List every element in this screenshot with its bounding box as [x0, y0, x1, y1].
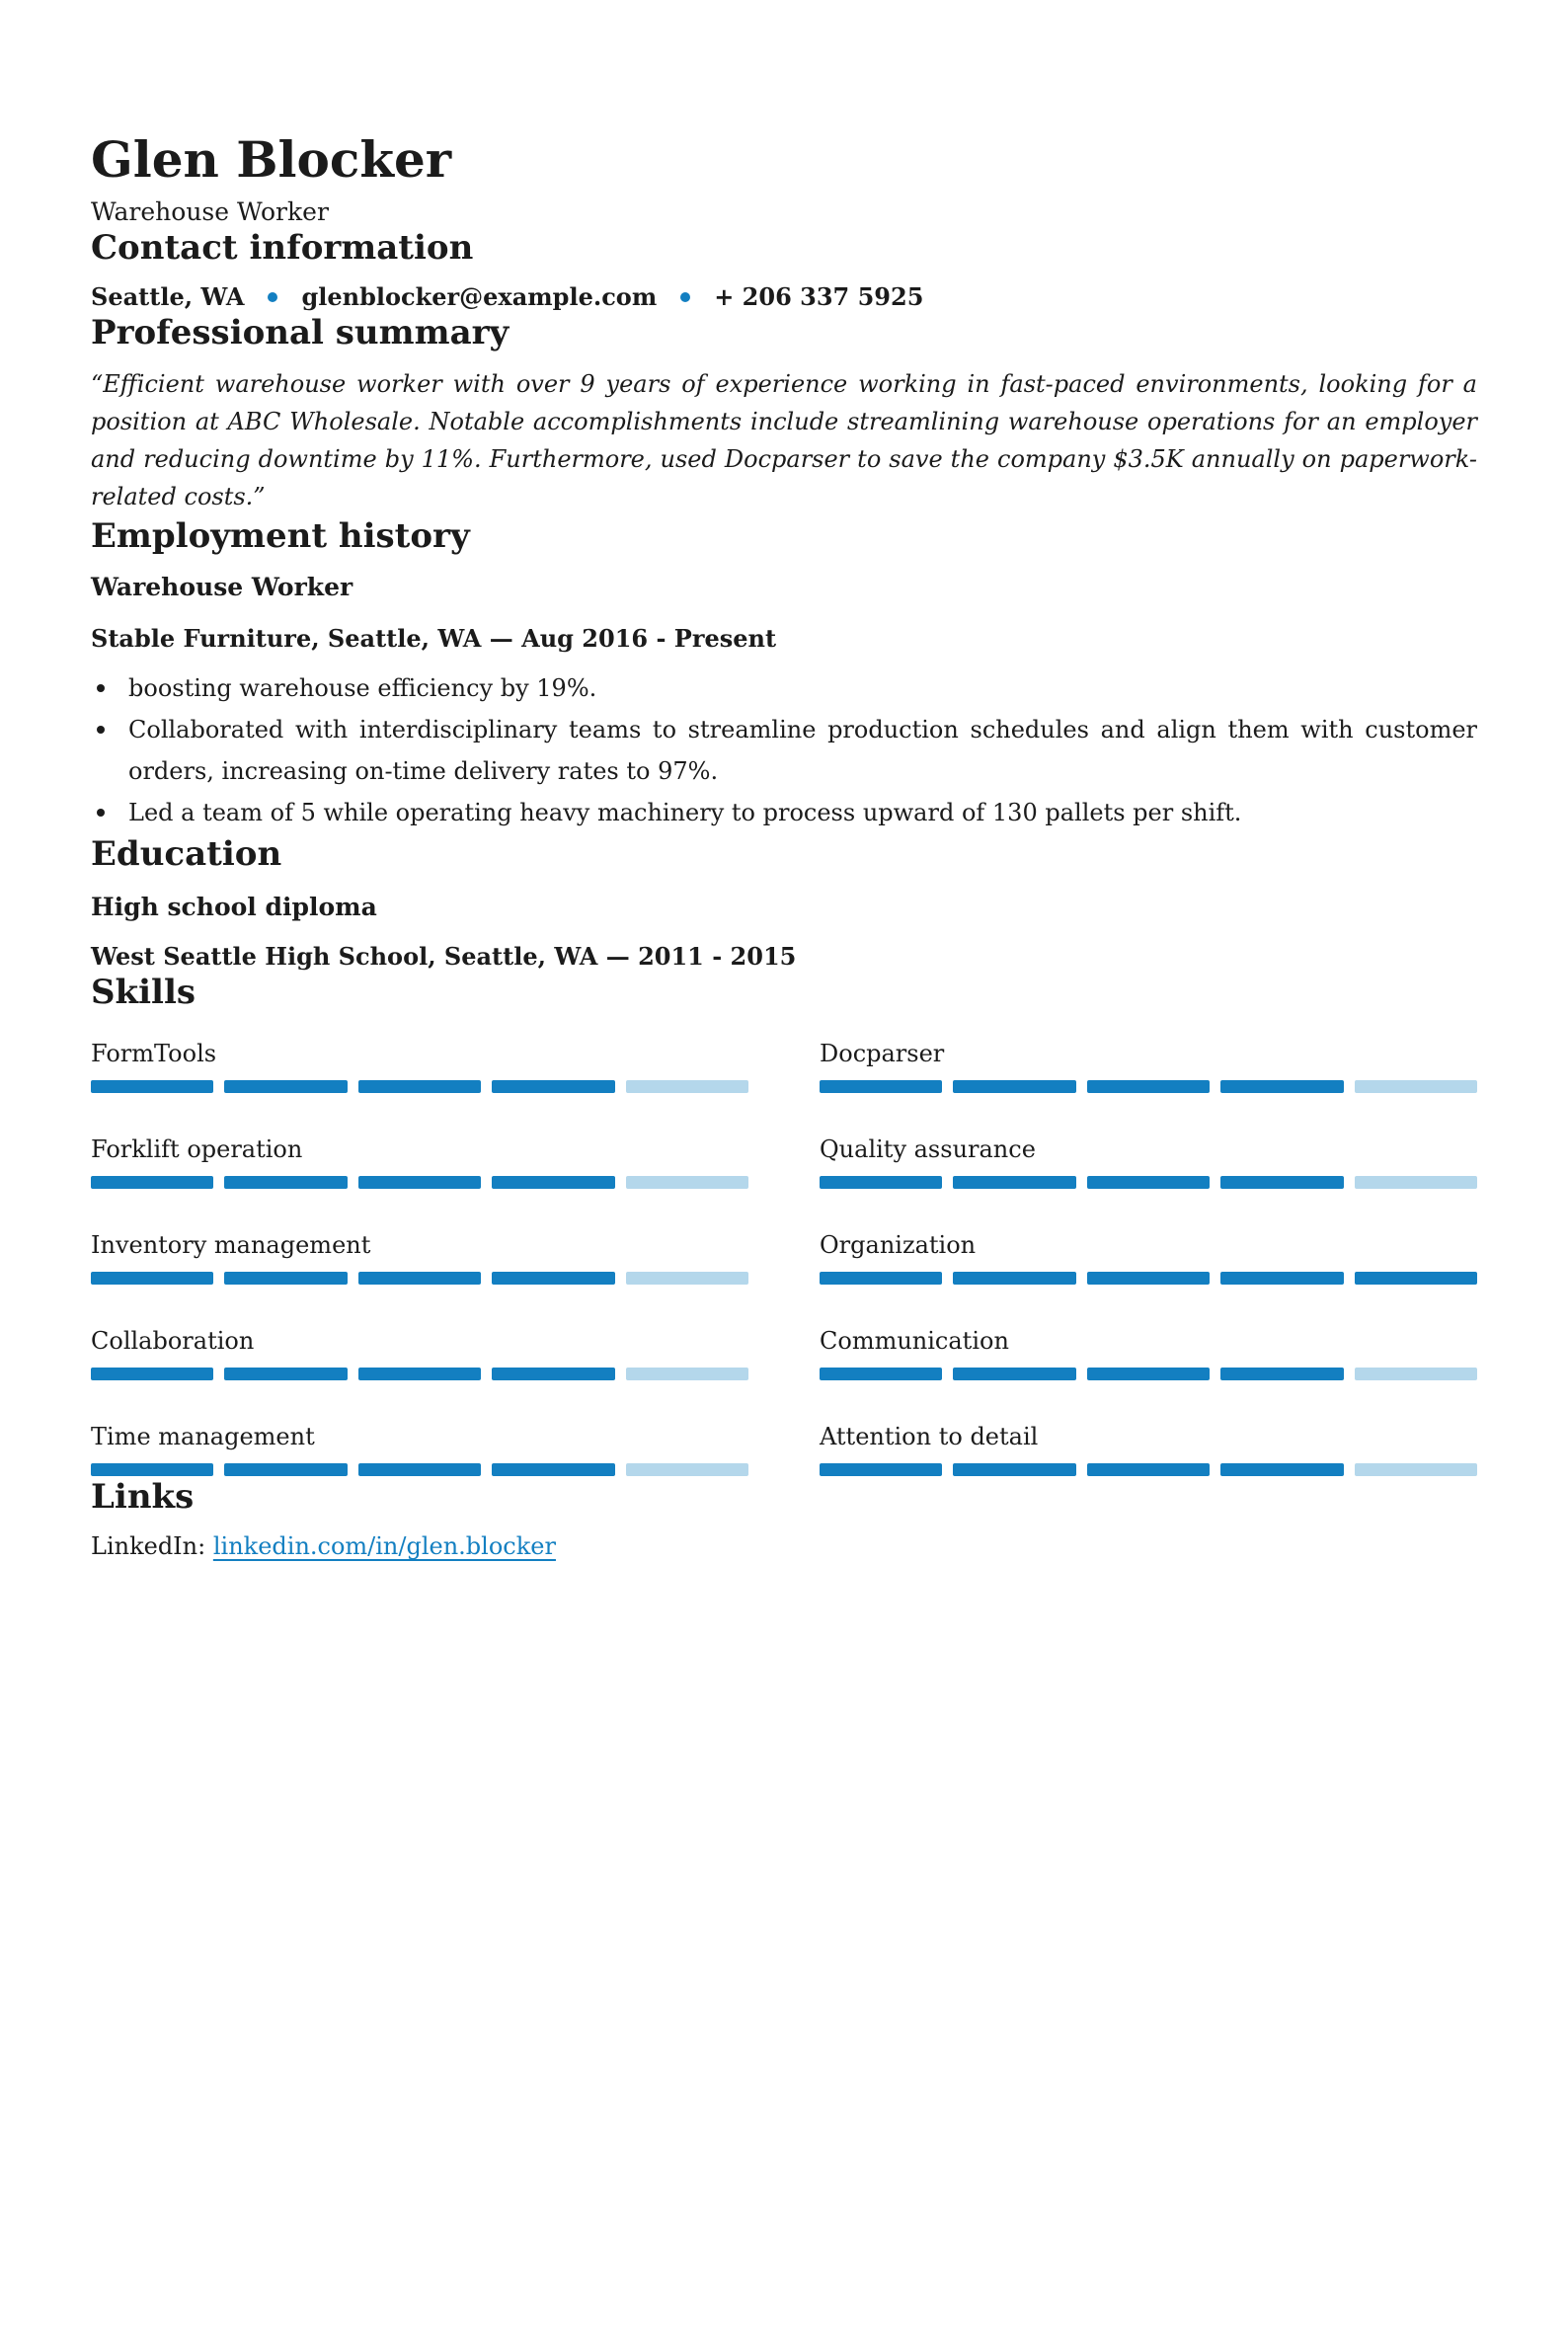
skill-level-segment: [492, 1272, 614, 1285]
skill-level-segment: [820, 1463, 942, 1476]
skill-level-segment: [626, 1176, 748, 1189]
skill-level-segment: [91, 1080, 213, 1093]
skill-level-segment: [820, 1176, 942, 1189]
skill-item: [820, 1326, 1477, 1380]
skill-level-segment: [1355, 1272, 1477, 1285]
contact-item: Seattle, WA: [91, 282, 245, 311]
skill-item: [91, 1039, 748, 1093]
job-bullet-text: Collaborated with interdisciplinary teams to streamline production schedules and align them with customer orders, increasing on-time delivery rates to 97%.: [128, 716, 1477, 785]
skill-level-segment: [224, 1176, 347, 1189]
skill-item: [91, 1326, 748, 1380]
skill-level-segment: [820, 1080, 942, 1093]
section-heading-education: Education: [91, 834, 282, 874]
bullet-separator-icon: [268, 292, 277, 302]
skill-label: Attention to detail: [820, 1423, 1039, 1450]
skill-level-bar: [91, 1080, 748, 1093]
skill-level-segment: [492, 1463, 614, 1476]
skill-level-segment: [91, 1368, 213, 1380]
skill-level-segment: [492, 1368, 614, 1380]
skill-level-bar: [91, 1368, 748, 1380]
skill-level-segment: [1087, 1176, 1210, 1189]
section-heading-skills: Skills: [91, 973, 196, 1012]
skill-level-segment: [953, 1176, 1075, 1189]
skill-item: [820, 1134, 1477, 1189]
summary-text: “Efficient warehouse worker with over 9 years of experience working in fast-paced environments, looking for a position at ABC Wholesale. Notable accomplishments include streamlining warehouse operations for an employer and reducing downtime by 11%. Furthermore, used Docparser to save the company $3.5K annually on paperwork-related costs.”: [91, 370, 1477, 510]
contact-item: + 206 337 5925: [714, 282, 924, 311]
skill-label: Time management: [91, 1423, 315, 1450]
link-label: LinkedIn:: [91, 1532, 213, 1560]
skill-level-segment: [1355, 1080, 1477, 1093]
skill-level-segment: [626, 1272, 748, 1285]
skill-label: FormTools: [91, 1040, 217, 1067]
contact-line: [91, 282, 1477, 312]
skill-label: Communication: [820, 1327, 1009, 1355]
job-title: Warehouse Worker: [91, 573, 353, 601]
skill-level-bar: [820, 1272, 1477, 1285]
links-list: [91, 1531, 1477, 1561]
skill-level-segment: [1087, 1463, 1210, 1476]
education-school-dates: West Seattle High School, Seattle, WA — 2011 - 2015: [91, 942, 797, 971]
link-line: [91, 1531, 1477, 1561]
job-bullet-text: Led a team of 5 while operating heavy machinery to process upward of 130 pallets per shift.: [128, 799, 1242, 826]
job-bullet-list: [91, 667, 1477, 833]
section-heading-employment: Employment history: [91, 516, 470, 556]
bullet-dot-icon: [97, 684, 105, 692]
skill-level-segment: [1220, 1176, 1343, 1189]
contact-item: glenblocker@example.com: [301, 282, 658, 311]
skill-level-segment: [820, 1272, 942, 1285]
skill-level-segment: [953, 1080, 1075, 1093]
education-degree: High school diploma: [91, 893, 377, 921]
skill-level-segment: [1355, 1368, 1477, 1380]
skill-level-segment: [1087, 1368, 1210, 1380]
skill-level-bar: [820, 1176, 1477, 1189]
skill-level-segment: [1355, 1176, 1477, 1189]
linkedin-link[interactable]: linkedin.com/in/glen.blocker: [212, 1532, 556, 1560]
skills-grid: [91, 1039, 1477, 1476]
job-bullet-text: boosting warehouse efficiency by 19%.: [128, 674, 597, 702]
skill-level-segment: [626, 1463, 748, 1476]
skill-level-segment: [224, 1368, 347, 1380]
skill-level-bar: [820, 1368, 1477, 1380]
skill-level-segment: [626, 1368, 748, 1380]
skill-level-segment: [224, 1463, 347, 1476]
skill-level-segment: [224, 1080, 347, 1093]
bullet-separator-icon: [680, 292, 690, 302]
skill-level-segment: [1087, 1272, 1210, 1285]
skill-level-segment: [1087, 1080, 1210, 1093]
skill-level-segment: [91, 1176, 213, 1189]
skill-level-bar: [91, 1463, 748, 1476]
skill-level-segment: [820, 1368, 942, 1380]
section-heading-links: Links: [91, 1477, 195, 1517]
job-bullet-item: [91, 792, 1477, 833]
skill-level-segment: [1220, 1463, 1343, 1476]
bullet-dot-icon: [97, 726, 105, 734]
skill-level-segment: [953, 1368, 1075, 1380]
employment-list: [91, 573, 1477, 833]
skill-level-segment: [1220, 1368, 1343, 1380]
skill-label: Organization: [820, 1231, 977, 1259]
bullet-dot-icon: [97, 809, 105, 817]
skill-level-segment: [953, 1272, 1075, 1285]
job-bullet-item: [91, 709, 1477, 792]
resume-page: [0, 130, 1568, 2346]
skill-level-segment: [953, 1463, 1075, 1476]
skill-level-segment: [358, 1368, 481, 1380]
section-heading-contact: Contact information: [91, 228, 474, 268]
job-bullet-item: [91, 667, 1477, 709]
skill-item: [91, 1422, 748, 1476]
skill-label: Collaboration: [91, 1327, 255, 1355]
skill-level-bar: [91, 1176, 748, 1189]
skill-level-segment: [492, 1176, 614, 1189]
skill-label: Quality assurance: [820, 1135, 1036, 1163]
skill-level-segment: [626, 1080, 748, 1093]
skill-level-segment: [358, 1463, 481, 1476]
skill-level-segment: [224, 1272, 347, 1285]
candidate-job-title: Warehouse Worker: [91, 197, 329, 226]
skill-level-bar: [820, 1080, 1477, 1093]
section-heading-summary: Professional summary: [91, 313, 510, 352]
skill-level-segment: [1220, 1272, 1343, 1285]
skill-item: [91, 1134, 748, 1189]
skill-level-segment: [1355, 1463, 1477, 1476]
skill-level-segment: [91, 1463, 213, 1476]
skill-item: [820, 1230, 1477, 1285]
skill-item: [91, 1230, 748, 1285]
skill-label: Forklift operation: [91, 1135, 303, 1163]
skill-level-bar: [820, 1463, 1477, 1476]
education-list: [91, 893, 1477, 972]
skill-level-bar: [91, 1272, 748, 1285]
skill-level-segment: [358, 1080, 481, 1093]
skill-level-segment: [358, 1272, 481, 1285]
skill-level-segment: [1220, 1080, 1343, 1093]
skill-label: Docparser: [820, 1040, 945, 1067]
skill-level-segment: [492, 1080, 614, 1093]
candidate-name: Glen Blocker: [91, 130, 452, 189]
job-company-dates: Stable Furniture, Seattle, WA — Aug 2016 - Present: [91, 624, 777, 653]
skill-label: Inventory management: [91, 1231, 371, 1259]
skill-item: [820, 1039, 1477, 1093]
skill-level-segment: [358, 1176, 481, 1189]
skill-level-segment: [91, 1272, 213, 1285]
skill-item: [820, 1422, 1477, 1476]
